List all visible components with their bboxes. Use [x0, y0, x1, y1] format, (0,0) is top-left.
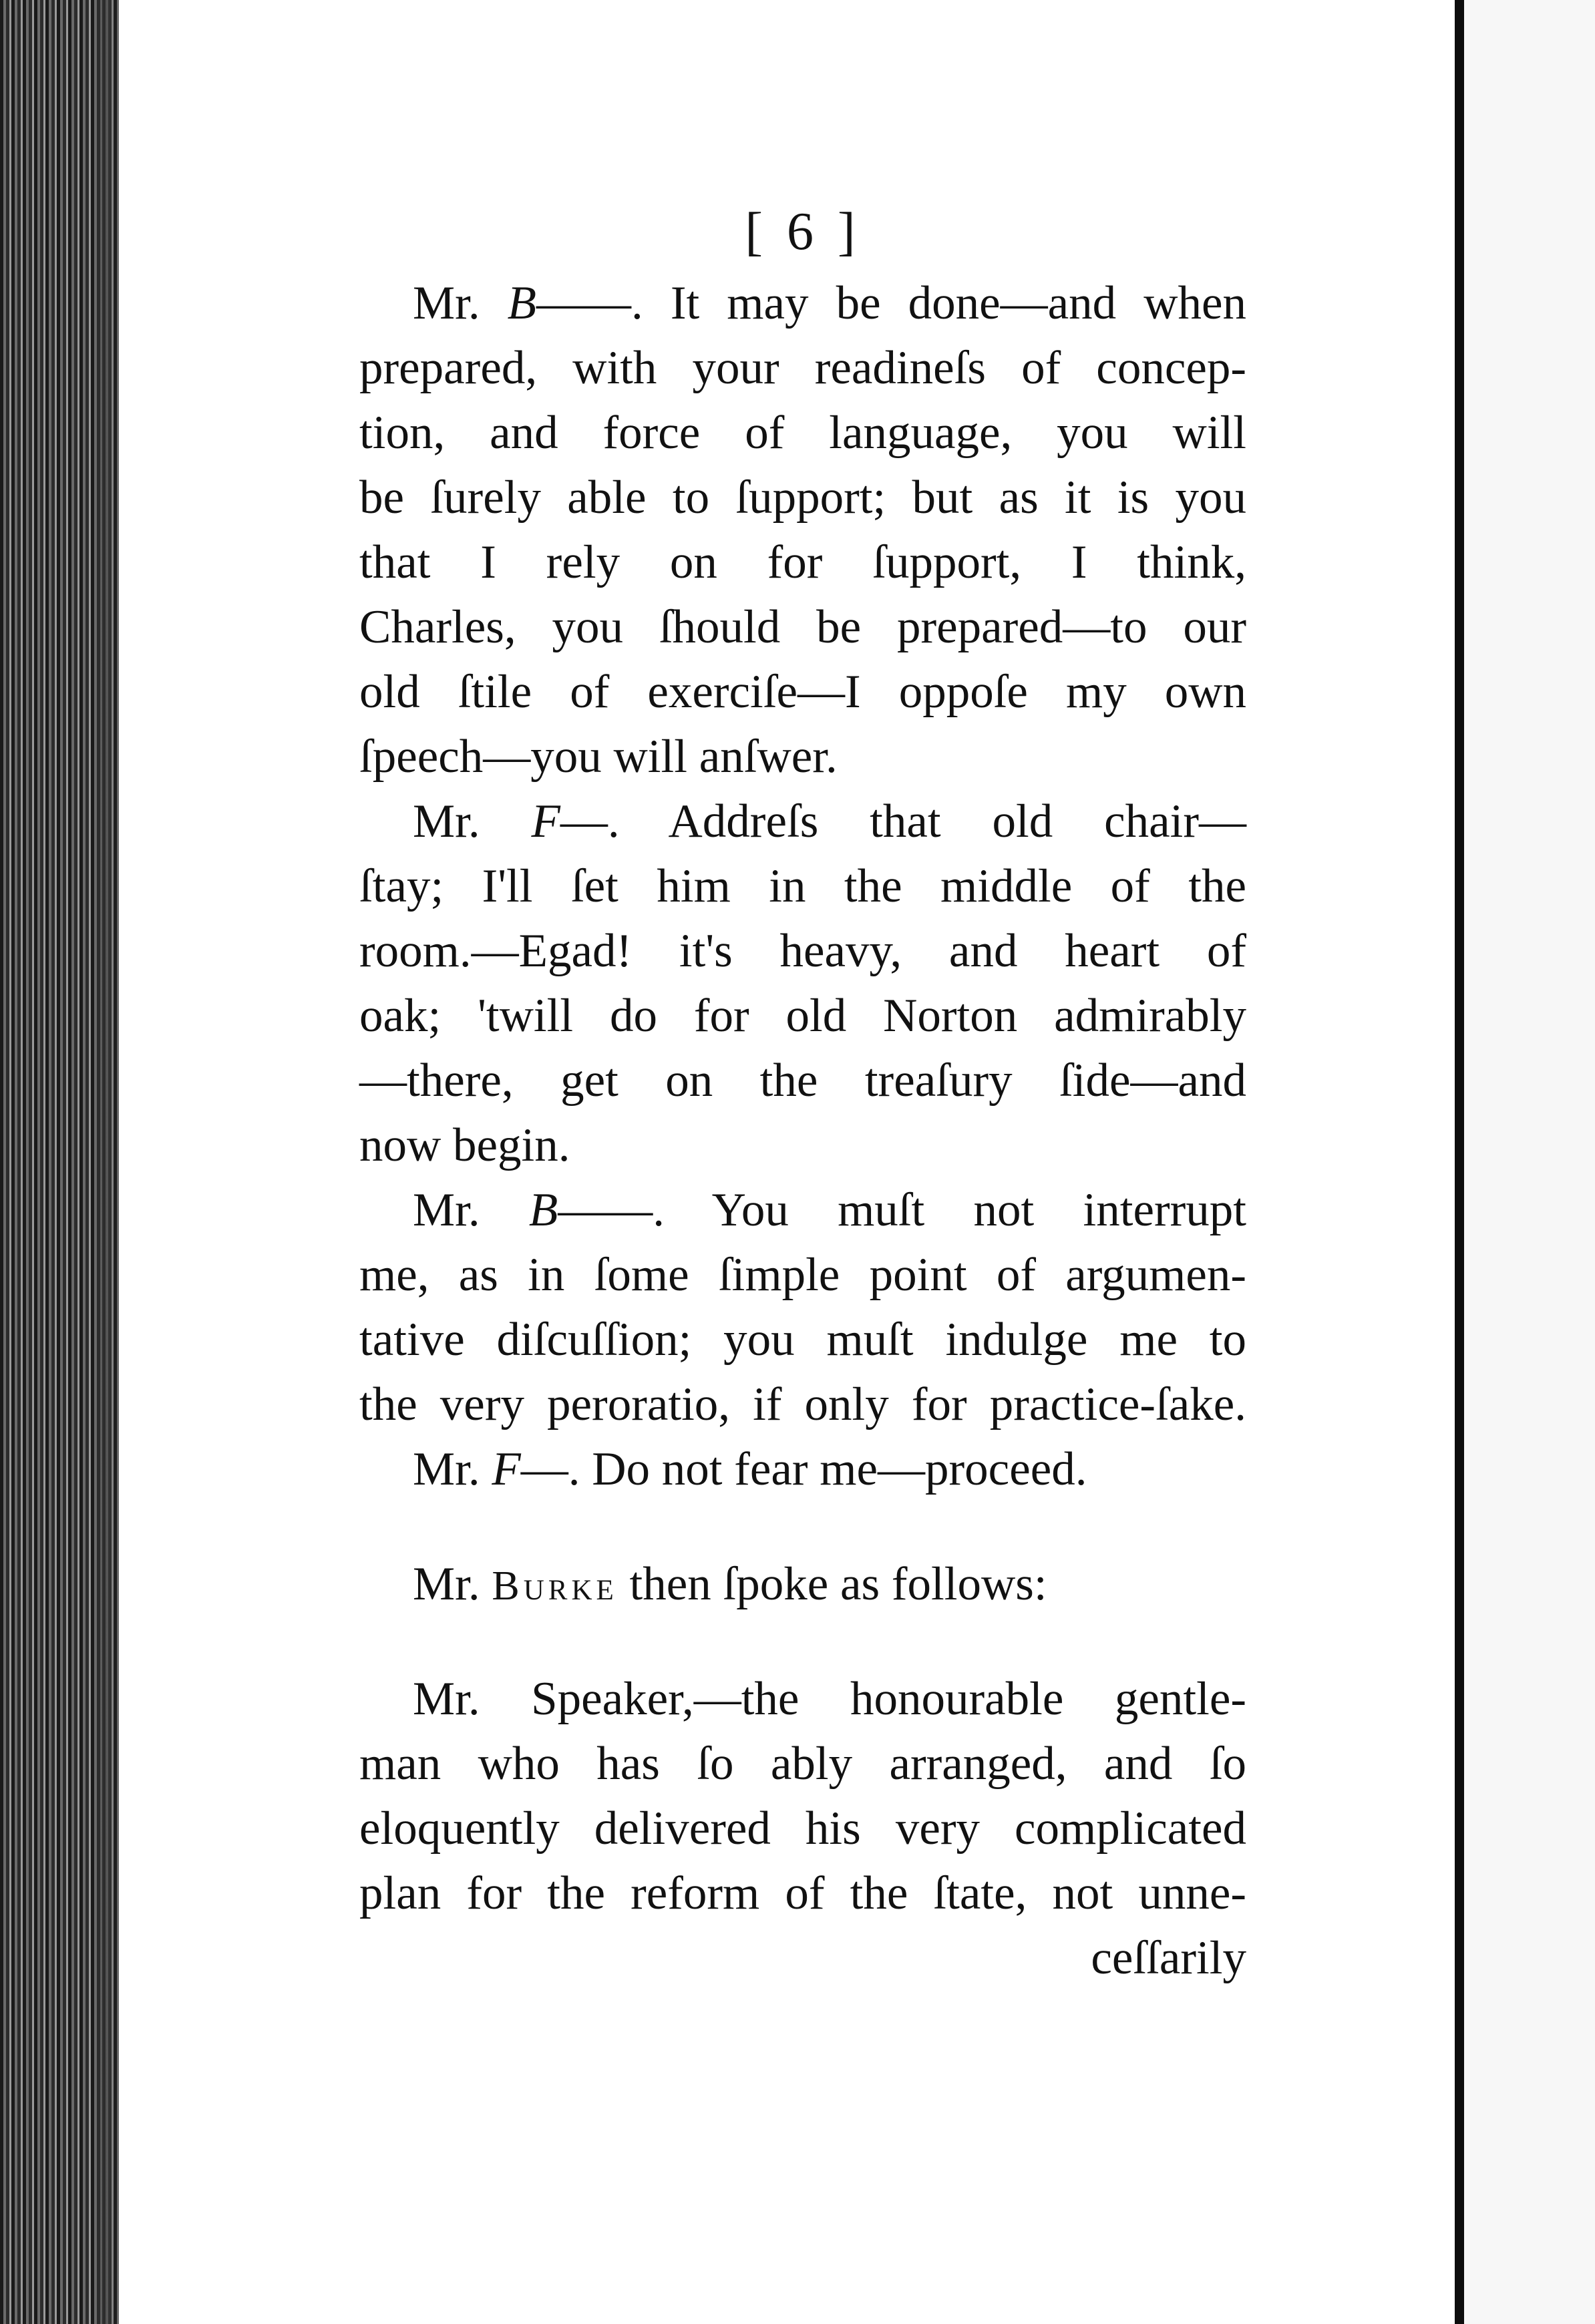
text-line: that I rely on for ſupport, I think, [359, 536, 1246, 588]
text-line: Mr. B——. It may be done—and when [413, 277, 1247, 329]
text-line: old ſtile of exerciſe—I oppoſe my own [359, 666, 1246, 718]
text-line: eloquently delivered his very complicated [359, 1802, 1246, 1855]
text-line: tative diſcuſſion; you muſt indulge me to [359, 1314, 1246, 1366]
text-line: Mr. B——. You muſt not interrupt [413, 1184, 1247, 1236]
text-line: Mr. Speaker,—the honourable gentle- [413, 1673, 1246, 1725]
text-line: man who has ſo ably arranged, and ſo [359, 1738, 1246, 1790]
text-line: the very peroratio, if only for practice-ſake. [359, 1378, 1246, 1430]
text-line: —there, get on the treaſury ſide—and [359, 1054, 1246, 1107]
page-number: [ 6 ] [745, 202, 861, 261]
facing-page-margin [1464, 0, 1595, 2324]
text-line: ſpeech—you will anſwer. [359, 731, 838, 783]
text-line: ſtay; I'll ſet him in the middle of the [359, 860, 1246, 912]
text-line: Charles, you ſhould be prepared—to our [359, 601, 1246, 653]
text-line: plan for the reform of the ſtate, not unne- [359, 1867, 1246, 1919]
text-line: be ſurely able to ſupport; but as it is you [359, 471, 1246, 524]
text-line: Mr. F—. Addreſs that old chair— [413, 795, 1246, 847]
catchword: ceſſarily [1091, 1932, 1246, 1984]
gutter-shadow [100, 0, 119, 2324]
speaker-name: Burke [492, 1563, 618, 1609]
text-line: me, as in ſome ſimple point of argumen- [359, 1249, 1246, 1301]
text-line: Mr. F—. Do not fear me—proceed. [413, 1443, 1087, 1495]
text-line: prepared, with your readineſs of concep- [359, 342, 1246, 394]
text-line: oak; 'twill do for old Norton admirably [359, 990, 1246, 1042]
page-edge [1455, 0, 1464, 2324]
text-line: tion, and force of language, you will [359, 407, 1246, 459]
text-line: room.—Egad! it's heavy, and heart of [359, 925, 1246, 977]
text-line: now begin. [359, 1119, 570, 1171]
speech-intro: Mr. Burke then ſpoke as follows: [413, 1558, 1047, 1610]
